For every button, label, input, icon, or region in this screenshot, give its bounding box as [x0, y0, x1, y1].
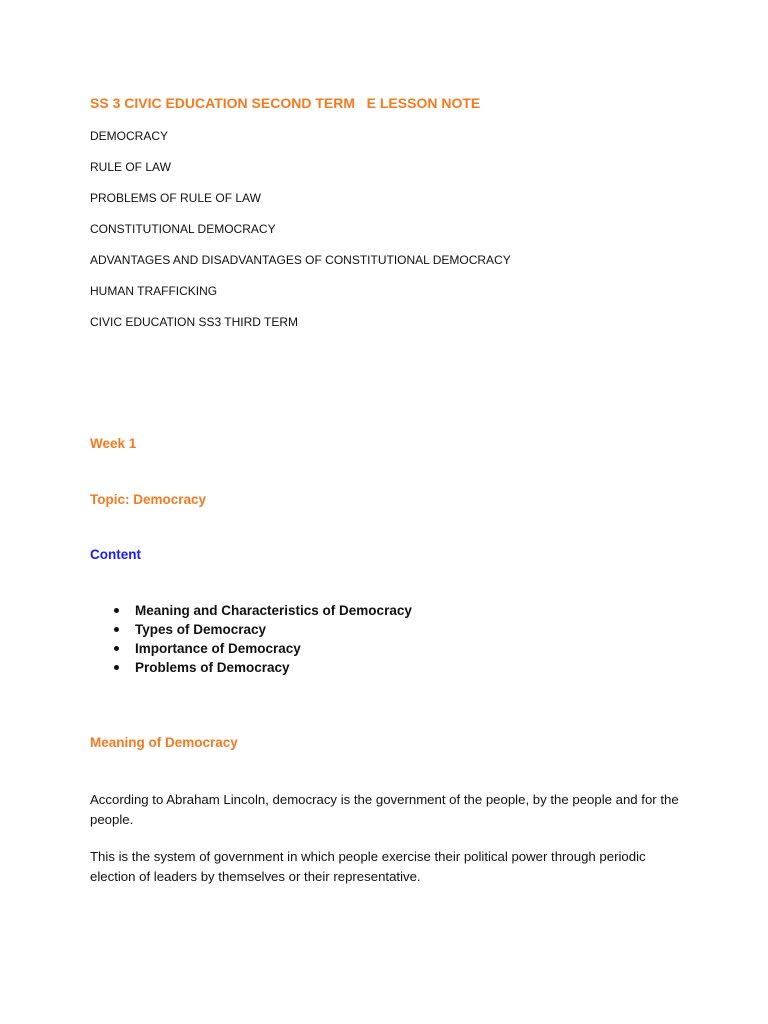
content-list	[90, 601, 412, 677]
document-title: SS 3 CIVIC EDUCATION SECOND TERM E LESSON NOTE	[90, 95, 481, 111]
section-heading: Meaning of Democracy	[90, 735, 238, 750]
content-item-label: Problems of Democracy	[135, 660, 290, 675]
bullet-icon	[114, 627, 119, 632]
toc-item-rule-of-law: RULE OF LAW	[90, 160, 171, 174]
table-of-contents	[90, 128, 511, 345]
topic-heading: Topic: Democracy	[90, 492, 207, 507]
content-item-label: Types of Democracy	[135, 622, 267, 637]
toc-item-problems-of-rule-of-law: PROBLEMS OF RULE OF LAW	[90, 191, 261, 205]
list-item	[90, 639, 412, 658]
list-item	[90, 658, 412, 677]
bullet-icon	[114, 608, 119, 613]
content-heading: Content	[90, 547, 141, 562]
toc-item-human-trafficking: HUMAN TRAFFICKING	[90, 284, 218, 298]
bullet-icon	[114, 665, 119, 670]
toc-item-democracy: DEMOCRACY	[90, 129, 169, 143]
content-item-label: Importance of Democracy	[135, 641, 301, 656]
paragraph-lincoln-definition: According to Abraham Lincoln, democracy is the government of the people, by the people and for the people.	[90, 792, 679, 827]
toc-item-advantages-disadvantages: ADVANTAGES AND DISADVANTAGES OF CONSTITUTIONAL DEMOCRACY	[90, 253, 511, 267]
content-item-label: Meaning and Characteristics of Democracy	[135, 603, 412, 618]
list-item	[90, 601, 412, 620]
bullet-icon	[114, 646, 119, 651]
toc-item-third-term: CIVIC EDUCATION SS3 THIRD TERM	[90, 315, 299, 329]
paragraph-system-definition: This is the system of government in which people exercise their political power through periodic election of leaders by themselves or their representative.	[90, 849, 646, 884]
list-item	[90, 620, 412, 639]
toc-item-constitutional-democracy: CONSTITUTIONAL DEMOCRACY	[90, 222, 276, 236]
week-heading: Week 1	[90, 436, 137, 451]
